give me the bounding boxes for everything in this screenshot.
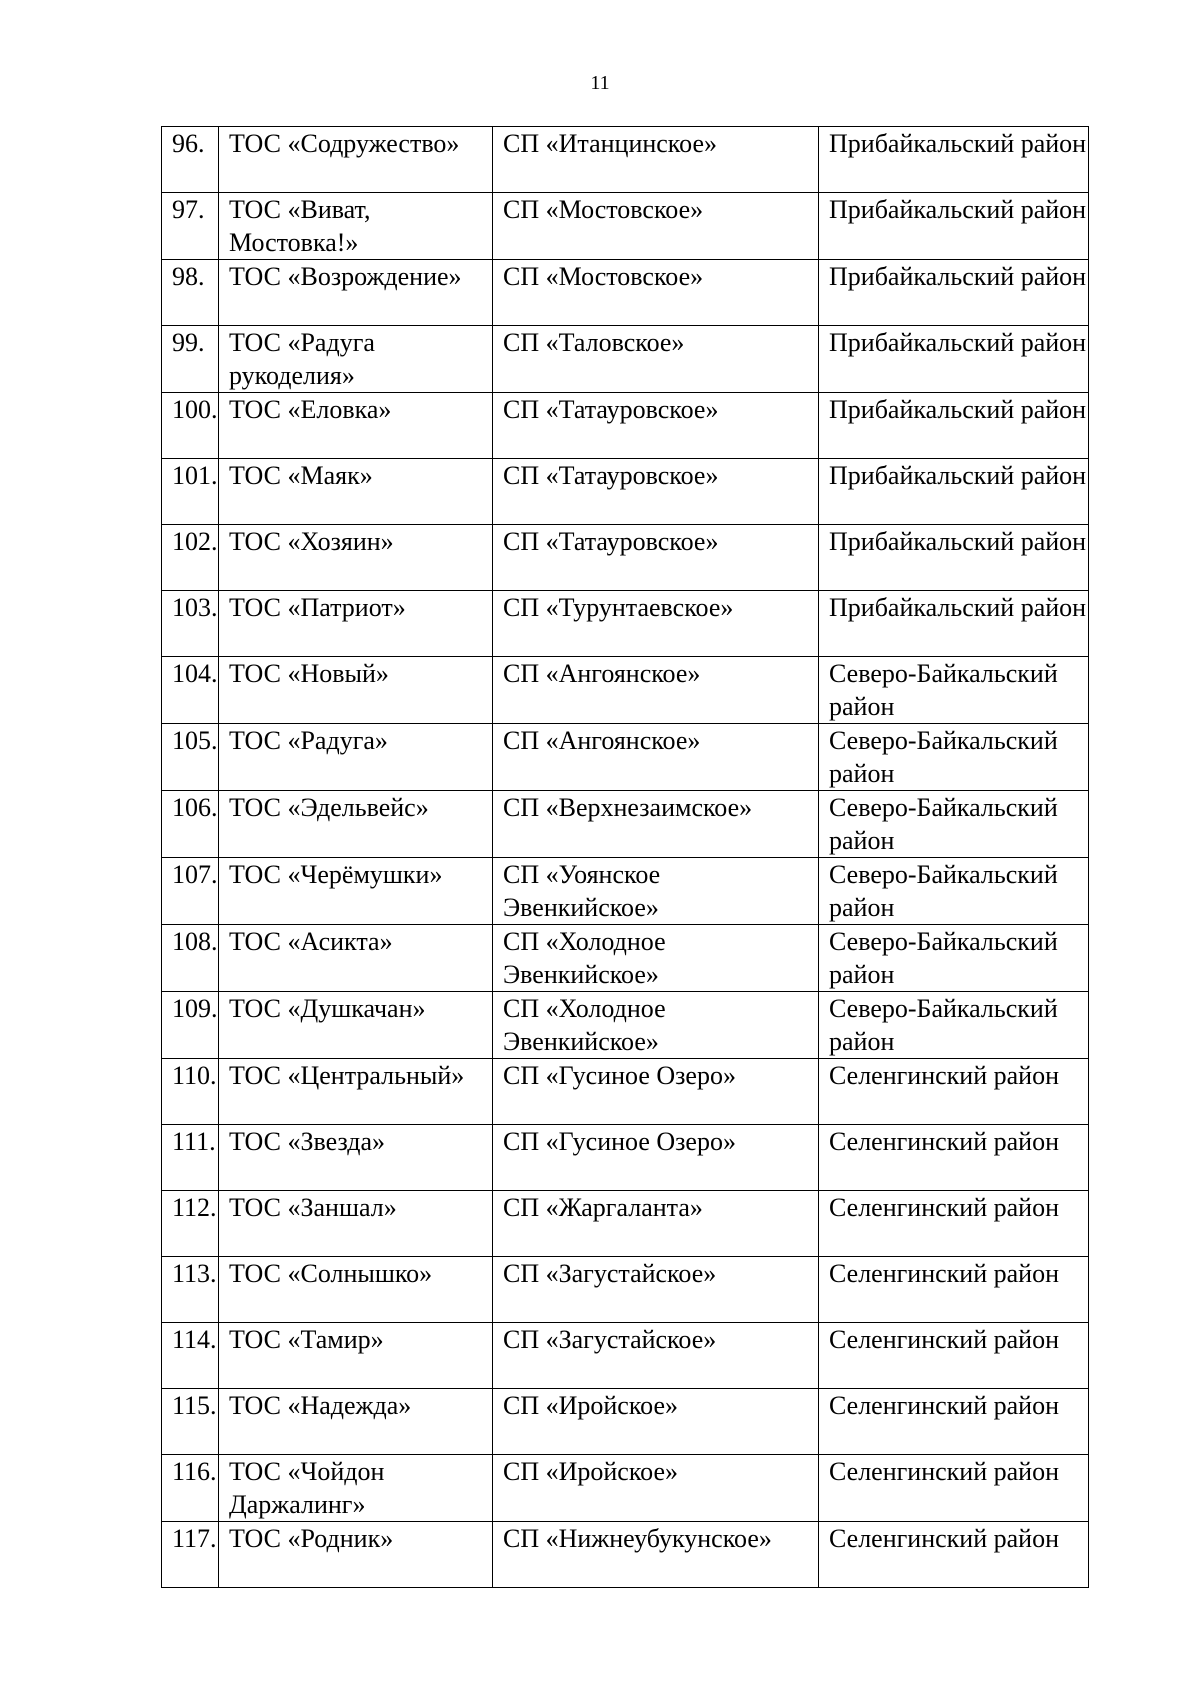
tos-name-cell: ТОС «Маяк» — [219, 459, 493, 525]
row-number-cell: 103. — [162, 591, 219, 657]
tos-name-cell: ТОС «Тамир» — [219, 1323, 493, 1389]
page-number: 11 — [590, 72, 610, 94]
tos-name-cell: ТОС «Солнышко» — [219, 1257, 493, 1323]
row-number-cell: 96. — [162, 127, 219, 193]
settlement-cell: СП «Верхнезаимское» — [493, 791, 819, 858]
table-row — [162, 1257, 1089, 1323]
row-number-cell: 117. — [162, 1522, 219, 1588]
settlement-cell: СП «Ангоянское» — [493, 657, 819, 724]
table-row — [162, 326, 1089, 393]
table-row — [162, 260, 1089, 326]
row-number-cell: 113. — [162, 1257, 219, 1323]
table-row — [162, 858, 1089, 925]
settlement-cell: СП «Гусиное Озеро» — [493, 1125, 819, 1191]
district-cell: Селенгинский район — [819, 1257, 1089, 1323]
table-row — [162, 1191, 1089, 1257]
table-row — [162, 591, 1089, 657]
settlement-cell: СП «Холодное Эвенкийское» — [493, 925, 819, 992]
row-number-cell: 109. — [162, 992, 219, 1059]
tos-name-cell: ТОС «Еловка» — [219, 393, 493, 459]
district-cell: Прибайкальский район — [819, 127, 1089, 193]
table-row — [162, 1125, 1089, 1191]
district-cell: Прибайкальский район — [819, 326, 1089, 393]
row-number-cell: 115. — [162, 1389, 219, 1455]
settlement-cell: СП «Загустайское» — [493, 1323, 819, 1389]
row-number-cell: 108. — [162, 925, 219, 992]
settlement-cell: СП «Иройское» — [493, 1389, 819, 1455]
district-cell: Северо-Байкальский район — [819, 925, 1089, 992]
district-cell: Прибайкальский район — [819, 591, 1089, 657]
row-number-cell: 106. — [162, 791, 219, 858]
district-cell: Северо-Байкальский район — [819, 791, 1089, 858]
district-cell: Селенгинский район — [819, 1389, 1089, 1455]
tos-name-cell: ТОС «Душкачан» — [219, 992, 493, 1059]
tos-name-cell: ТОС «Содружество» — [219, 127, 493, 193]
table-row — [162, 459, 1089, 525]
tos-name-cell: ТОС «Возрождение» — [219, 260, 493, 326]
tos-name-cell: ТОС «Эдельвейс» — [219, 791, 493, 858]
district-cell: Селенгинский район — [819, 1191, 1089, 1257]
tos-name-cell: ТОС «Новый» — [219, 657, 493, 724]
tos-name-cell: ТОС «Радуга» — [219, 724, 493, 791]
district-cell: Прибайкальский район — [819, 393, 1089, 459]
district-cell: Северо-Байкальский район — [819, 858, 1089, 925]
row-number-cell: 101. — [162, 459, 219, 525]
table-row — [162, 1455, 1089, 1522]
district-cell: Северо-Байкальский район — [819, 657, 1089, 724]
tos-name-cell: ТОС «Патриот» — [219, 591, 493, 657]
tos-name-cell: ТОС «Родник» — [219, 1522, 493, 1588]
row-number-cell: 99. — [162, 326, 219, 393]
table-row — [162, 925, 1089, 992]
settlement-cell: СП «Мостовское» — [493, 260, 819, 326]
row-number-cell: 112. — [162, 1191, 219, 1257]
table-row — [162, 525, 1089, 591]
settlement-cell: СП «Уоянское Эвенкийское» — [493, 858, 819, 925]
table-row — [162, 1059, 1089, 1125]
district-cell: Селенгинский район — [819, 1522, 1089, 1588]
tos-name-cell: ТОС «Заншал» — [219, 1191, 493, 1257]
settlement-cell: СП «Жаргаланта» — [493, 1191, 819, 1257]
district-cell: Прибайкальский район — [819, 525, 1089, 591]
table-row — [162, 193, 1089, 260]
settlement-cell: СП «Татауровское» — [493, 525, 819, 591]
settlement-cell: СП «Ангоянское» — [493, 724, 819, 791]
district-cell: Прибайкальский район — [819, 260, 1089, 326]
district-cell: Селенгинский район — [819, 1059, 1089, 1125]
row-number-cell: 111. — [162, 1125, 219, 1191]
row-number-cell: 97. — [162, 193, 219, 260]
district-cell: Северо-Байкальский район — [819, 724, 1089, 791]
registry-table — [161, 126, 1089, 1588]
registry-table-body — [162, 127, 1089, 1588]
district-cell: Прибайкальский район — [819, 459, 1089, 525]
settlement-cell: СП «Нижнеубукунское» — [493, 1522, 819, 1588]
row-number-cell: 100. — [162, 393, 219, 459]
settlement-cell: СП «Холодное Эвенкийское» — [493, 992, 819, 1059]
row-number-cell: 105. — [162, 724, 219, 791]
tos-name-cell: ТОС «Чойдон Даржалинг» — [219, 1455, 493, 1522]
settlement-cell: СП «Иройское» — [493, 1455, 819, 1522]
table-row — [162, 127, 1089, 193]
row-number-cell: 114. — [162, 1323, 219, 1389]
table-row — [162, 1323, 1089, 1389]
row-number-cell: 107. — [162, 858, 219, 925]
row-number-cell: 116. — [162, 1455, 219, 1522]
row-number-cell: 104. — [162, 657, 219, 724]
table-row — [162, 393, 1089, 459]
tos-name-cell: ТОС «Черёмушки» — [219, 858, 493, 925]
row-number-cell: 110. — [162, 1059, 219, 1125]
district-cell: Селенгинский район — [819, 1125, 1089, 1191]
tos-name-cell: ТОС «Хозяин» — [219, 525, 493, 591]
table-row — [162, 992, 1089, 1059]
settlement-cell: СП «Таловское» — [493, 326, 819, 393]
row-number-cell: 102. — [162, 525, 219, 591]
tos-name-cell: ТОС «Виват, Мостовка!» — [219, 193, 493, 260]
settlement-cell: СП «Гусиное Озеро» — [493, 1059, 819, 1125]
district-cell: Прибайкальский район — [819, 193, 1089, 260]
tos-name-cell: ТОС «Надежда» — [219, 1389, 493, 1455]
settlement-cell: СП «Загустайское» — [493, 1257, 819, 1323]
table-row — [162, 791, 1089, 858]
table-row — [162, 657, 1089, 724]
settlement-cell: СП «Татауровское» — [493, 393, 819, 459]
table-row — [162, 1389, 1089, 1455]
tos-name-cell: ТОС «Асикта» — [219, 925, 493, 992]
tos-name-cell: ТОС «Звезда» — [219, 1125, 493, 1191]
district-cell: Селенгинский район — [819, 1455, 1089, 1522]
settlement-cell: СП «Татауровское» — [493, 459, 819, 525]
settlement-cell: СП «Итанцинское» — [493, 127, 819, 193]
settlement-cell: СП «Турунтаевское» — [493, 591, 819, 657]
district-cell: Северо-Байкальский район — [819, 992, 1089, 1059]
tos-name-cell: ТОС «Центральный» — [219, 1059, 493, 1125]
district-cell: Селенгинский район — [819, 1323, 1089, 1389]
tos-name-cell: ТОС «Радуга рукоделия» — [219, 326, 493, 393]
settlement-cell: СП «Мостовское» — [493, 193, 819, 260]
row-number-cell: 98. — [162, 260, 219, 326]
table-row — [162, 724, 1089, 791]
table-row — [162, 1522, 1089, 1588]
